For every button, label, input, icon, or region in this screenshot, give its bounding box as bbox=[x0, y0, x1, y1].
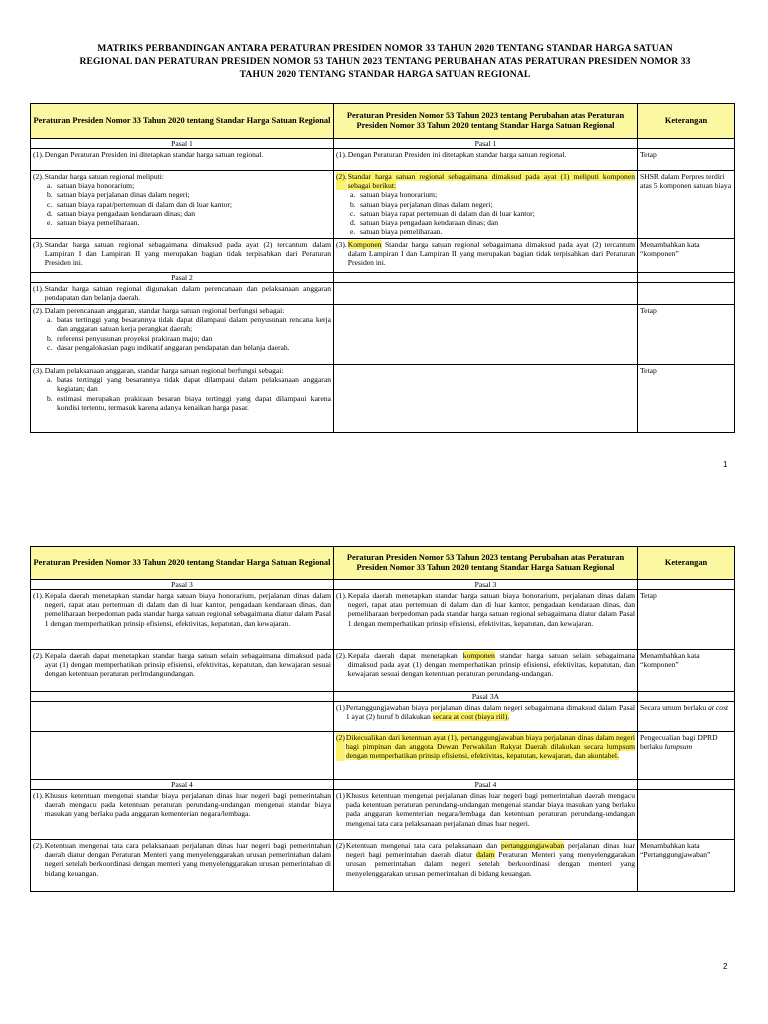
pasal-heading: Pasal 4 bbox=[31, 780, 334, 790]
table-cell: (2). Kepala daerah dapat menetapkan komponen standar harga satuan selain sebagaimana dimaksud pada ayat (1) dengan memperhatikan prinsip efisiensi, efektivitas, kepatutan, dan kewajaran sesuai dengan ketentuan peraturan perundang-undangan. bbox=[334, 650, 638, 692]
list-item: c. dasar pengalokasian pagu indikatif anggaran pendapatan dan belanja daerah. bbox=[47, 342, 290, 352]
list-item: c. satuan biaya rapat pertemuan di dalam dan di luar kantor; bbox=[350, 208, 535, 218]
list-item: a. batas tertinggi yang besarannya tidak dapat dilampaui dalam pelaksanaan anggaran kegiatan; dan bbox=[47, 375, 331, 394]
table-cell: (1). Kepala daerah menetapkan standar harga satuan biaya honorarium, perjalanan dinas dalam negeri, rapat atau pertemuan di dalam dan di luar kantor, pengadaan kendaraan dinas, dan pemeliharaan berpedoman pada standar harga satuan regional sebagaimana diatur dalam Pasal 1 dengan memperhatikan prinsip efisiensi, efektivitas, kepatutan, dan kewajaran. bbox=[334, 590, 638, 650]
highlight: Standar harga satuan regional sebagaimana dimaksud pada ayat (1) meliputi komponen sebagai berikut: bbox=[347, 172, 635, 191]
table-cell: (3). Komponen Standar harga satuan regional sebagaimana dimaksud pada ayat (2) tercantum dalam Lampiran I dan Lampiran II yang merupakan bagian tidak terpisahkan dari Peraturan Presiden ini. bbox=[334, 239, 638, 273]
list-item: d. satuan biaya pengadaan kendaraan dinas; dan bbox=[47, 208, 196, 218]
list-item: b. estimasi merupakan prakiraan besaran biaya tertinggi yang dapat dilampaui karena kondisi tertentu, termasuk karena adanya kenaikan harga pasar. bbox=[47, 393, 331, 412]
pasal-heading: Pasal 1 bbox=[334, 139, 638, 149]
list-item: c. satuan biaya rapat/pertemuan di dalam dan di luar kantor; bbox=[47, 199, 233, 209]
comparison-table-page-1 bbox=[30, 103, 735, 433]
highlight: Dikecualikan dari ketentuan ayat (1), pertanggungjawaban biaya perjalanan dinas dalam negeri bagi pimpinan dan anggota Dewan Perwakilan Rakyat Daerah dilakukan secara lumpsum dengan memperhatikan prinsip efisiensi, efektivitas, kepatutan, kewajaran, dan akuntabel. bbox=[345, 733, 635, 761]
highlight: secara at cost (biaya riil). bbox=[432, 712, 510, 722]
table-cell: (2) Ketentuan mengenai tata cara pelaksanaan dan pertanggungjawaban perjalanan dinas luar negeri bagi pemerintahan daerah diatur dalam Peraturan Menteri yang menyelenggarakan urusan pemerintahan dalam negeri setelah berkoordinasi dengan menteri yang menyelenggarakan urusan pemerintahan di bidang keuangan. bbox=[334, 840, 638, 892]
keterangan-cell: Tetap bbox=[638, 365, 735, 433]
table-cell: (1). Dengan Peraturan Presiden ini ditetapkan standar harga satuan regional. bbox=[31, 149, 334, 171]
table-cell: (1). Dengan Peraturan Presiden ini ditetapkan standar harga satuan regional. bbox=[334, 149, 638, 171]
table-cell: (2). Standar harga satuan regional meliputi: a. satuan biaya honorarium; b. satuan biaya perjalanan dinas dalam negeri; c. satuan biaya rapat/pertemuan di dalam dan di luar kantor; d. satuan biaya pengadaan kendaraan dinas; dan e. satuan biaya pemeliharaan. bbox=[31, 171, 334, 239]
table-cell: (3). Standar harga satuan regional sebagaimana dimaksud pada ayat (2) tercantum dalam Lampiran I dan Lampiran II yang merupakan bagian tidak terpisahkan dari Peraturan Presiden ini. bbox=[31, 239, 334, 273]
table-cell: (1). Standar harga satuan regional digunakan dalam perencanaan dan pelaksanaan anggaran pendapatan dan belanja daerah. bbox=[31, 283, 334, 305]
table-cell: (1). Khusus ketentuan mengenai standar biaya perjalanan dinas luar negeri bagi pemerintahan daerah mengacu pada ketentuan peraturan perundang-undangan mengenai standar biaya masukan yang berlaku pada anggaran kementerian negara/lembaga. bbox=[31, 790, 334, 840]
highlight: Komponen bbox=[347, 240, 382, 249]
keterangan-cell: Menambahkan kata “komponen” bbox=[638, 239, 735, 273]
header-perpres-2023: Peraturan Presiden Nomor 53 Tahun 2023 tentang Perubahan atas Peraturan Presiden Nomor 33 Tahun 2020 tentang Standar Harga Satuan Regional bbox=[334, 547, 638, 580]
list-item: d. satuan biaya pengadaan kendaraan dinas; dan bbox=[350, 218, 499, 228]
highlight: komponen bbox=[462, 651, 495, 660]
pasal-heading: Pasal 3A bbox=[334, 692, 638, 702]
pasal-heading: Pasal 4 bbox=[334, 780, 638, 790]
table-cell: (2). Kepala daerah dapat menetapkan standar harga satuan selain sebagaimana dimaksud pada ayat (1) dengan memperhatikan prinsip efisiensi, efektivitas, kepatutan, dan kewajaran sesuai dengan ketentuan peraturan perlrndangundangan. bbox=[31, 650, 334, 692]
keterangan-cell: Secara umum berlaku at cost bbox=[638, 702, 735, 732]
pasal-heading: Pasal 3 bbox=[334, 580, 638, 590]
pasal-heading: Pasal 3 bbox=[31, 580, 334, 590]
pasal-heading: Pasal 1 bbox=[31, 139, 334, 149]
header-keterangan: Keterangan bbox=[638, 104, 735, 139]
list-item: e. satuan biaya pemeliharaan. bbox=[47, 218, 140, 228]
page-number: 2 bbox=[723, 962, 728, 971]
table-cell: (1) Pertanggungjawaban biaya perjalanan dinas dalam negeri sebagaimana dimaksud dalam Pasal 1 ayat (2) huruf b dilakukan secara at cost (biaya riil). bbox=[334, 702, 638, 732]
table-cell: (2). Ketentuan mengenai tata cara pelaksanaan perjalanan dinas luar negeri bagi pemerintahan daerah diatur dengan Peraturan Menteri yang menyelenggarakan urusan pemerintahan dalam negeri setelah berkoordinasi dengan menteri yang menyelenggarakan urusan pemerintahan di bidang keuangan. bbox=[31, 840, 334, 892]
list-item: b. referensi penyusunan proyeksi prakiraan maju; dan bbox=[47, 333, 213, 343]
keterangan-cell: Tetap bbox=[638, 149, 735, 171]
table-cell: (1). Kepala daerah menetapkan standar harga satuan biaya honorarium, perjalanan dinas dalam negeri, rapat atau pertemuan di dalam dan di luar kantor, pengadaan kendaraan dinas, dan pemeliharaan berpedoman pada standar harga satuan regional sebagaimana diatur dalam Pasal 1 dengan memperhatikan prinsip efisiensi, efektivitas, kepatutan, dan kewajaran. bbox=[31, 590, 334, 650]
table-cell: (3). Dalam pelaksanaan anggaran, standar harga satuan regional berfungsi sebagai: a. batas tertinggi yang besarannya tidak dapat dilampaui dalam pelaksanaan anggaran kegiatan; dan b. estimasi merupakan prakiraan besaran biaya tertinggi yang dapat dilampaui karena kondisi tertentu, termasuk karena adanya kenaikan harga pasar. bbox=[31, 365, 334, 433]
list-item: b. satuan biaya perjalanan dinas dalam negeri; bbox=[47, 190, 190, 200]
list-item: a. satuan biaya honorarium; bbox=[350, 190, 438, 200]
header-perpres-2023: Peraturan Presiden Nomor 53 Tahun 2023 tentang Perubahan atas Peraturan Presiden Nomor 33 Tahun 2020 tentang Standar Harga Satuan Regional bbox=[334, 104, 638, 139]
comparison-table-page-2 bbox=[30, 546, 735, 892]
keterangan-cell: Menambahkan kata “komponen” bbox=[638, 650, 735, 692]
highlight: pertanggungjawaban bbox=[500, 841, 565, 850]
table-cell: (2). Dalam perencanaan anggaran, standar harga satuan regional berfungsi sebagai: a. batas tertinggi yang besarannya tidak dapat dilampaui dalam penyusunan rencana kerja dan anggaran satuan kerja perangkat daerah; b. referensi penyusunan proyeksi prakiraan maju; dan c. dasar pengalokasian pagu indikatif anggaran pendapatan dan belanja daerah. bbox=[31, 305, 334, 365]
header-perpres-2020: Peraturan Presiden Nomor 33 Tahun 2020 tentang Standar Harga Satuan Regional bbox=[31, 104, 334, 139]
page-number: 1 bbox=[723, 460, 728, 469]
list-item: a. satuan biaya honorarium; bbox=[47, 181, 135, 191]
table-cell: (1) Khusus ketentuan mengenai perjalanan dinas luar negeri bagi pemerintahan daerah mengacu pada ketentuan peraturan perundang-undangan mengenai standar biaya masukan yang berlaku pada anggaran kementerian negara/lembaga dan ketentuan peraturan perundang-undangan mengenai tata cara pelaksanaan perjalanan dinas luar negeri. bbox=[334, 790, 638, 840]
keterangan-cell: Tetap bbox=[638, 590, 735, 650]
keterangan-cell: Tetap bbox=[638, 305, 735, 365]
table-cell: (2). Standar harga satuan regional sebagaimana dimaksud pada ayat (1) meliputi komponen sebagai berikut: a. satuan biaya honorarium; b. satuan biaya perjalanan dinas dalam negeri; c. satuan biaya rapat pertemuan di dalam dan di luar kantor; d. satuan biaya pengadaan kendaraan dinas; dan e. satuan biaya pemeliharaan. bbox=[334, 171, 638, 239]
list-item: e. satuan biaya pemeliharaan. bbox=[350, 227, 443, 237]
keterangan-cell: SHSR dalam Perpres terdiri atas 5 komponen satuan biaya bbox=[638, 171, 735, 239]
list-item: b. satuan biaya perjalanan dinas dalam negeri; bbox=[350, 199, 493, 209]
page-title: MATRIKS PERBANDINGAN ANTARA PERATURAN PRESIDEN NOMOR 33 TAHUN 2020 TENTANG STANDAR HARGA SATUAN REGIONAL DAN PERATURAN PRESIDEN NOMOR 53 TAHUN 2023 TENTANG PERUBAHAN ATAS PERATURAN PRESIDEN NOMOR 33 TAHUN 2020 TENTANG STANDAR HARGA SATUAN REGIONAL bbox=[79, 43, 691, 80]
list-item: a. batas tertinggi yang besarannya tidak dapat dilampaui dalam penyusunan rencana kerja dan anggaran satuan kerja perangkat daerah; bbox=[47, 315, 331, 334]
highlight: dalam bbox=[476, 850, 495, 860]
table-cell: (2) Dikecualikan dari ketentuan ayat (1), pertanggungjawaban biaya perjalanan dinas dalam negeri bagi pimpinan dan anggota Dewan Perwakilan Rakyat Daerah dilakukan secara lumpsum dengan memperhatikan prinsip efisiensi, efektivitas, kepatutan, kewajaran, dan akuntabel. bbox=[334, 732, 638, 780]
keterangan-cell: Menambahkan kata “Pertanggungjawaban” bbox=[638, 840, 735, 892]
pasal-heading: Pasal 2 bbox=[31, 273, 334, 283]
header-perpres-2020: Peraturan Presiden Nomor 33 Tahun 2020 tentang Standar Harga Satuan Regional bbox=[31, 547, 334, 580]
keterangan-cell: Pengecualian bagi DPRD berlaku lumpsum bbox=[638, 732, 735, 780]
header-keterangan: Keterangan bbox=[638, 547, 735, 580]
